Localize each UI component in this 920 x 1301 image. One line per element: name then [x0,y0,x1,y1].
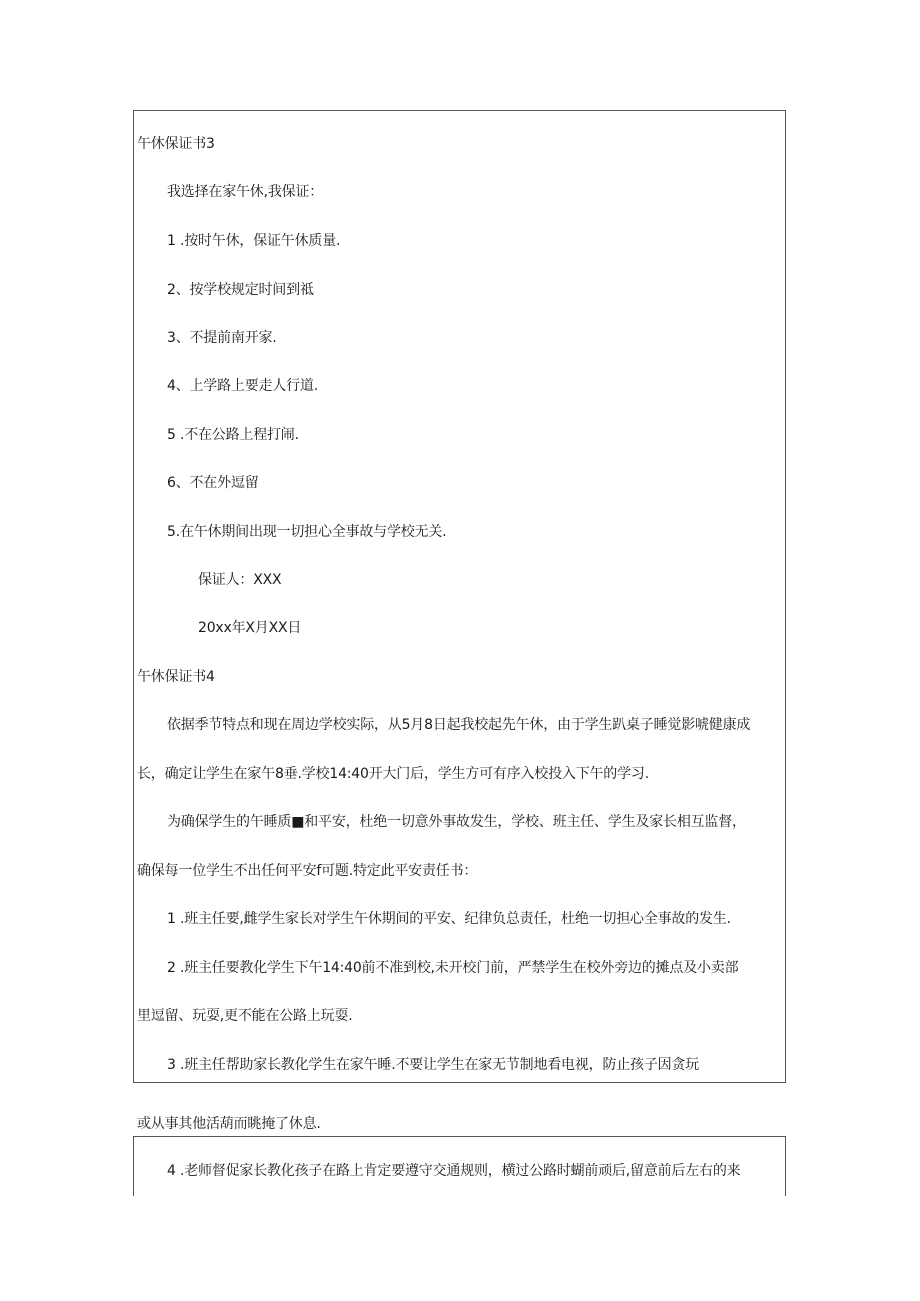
sec4-paragraph: 为确保学生的午睡质■和平安，杜绝一切意外事故发生，学校、班主任、学生及家长相互监督， [167,814,746,830]
sec3-item: 1 .按时午休，保证午休质量. [167,233,341,249]
sec3-item: 6、不在外逗留 [167,475,259,491]
sec4-item: 或从事其他活葫而眺掩了休息. [137,1116,321,1132]
sec3-item: 3、不提前南开家. [167,330,277,346]
sec3-item: 5 .不在公路上程打闹. [167,427,299,443]
sec4-paragraph: 确保每一位学生不出任何平安f可题.特定此平安责任书： [137,863,478,879]
sec3-date: 20xx年X月XX日 [198,620,302,636]
sec3-item: 2、按学校规定时间到祗 [167,282,314,298]
sec4-item: 3 .班主任帮助家长教化学生在家午睡.不要让学生在家无节制地看电视，防止孩子因贪玩 [167,1057,700,1073]
section-title-3: 午休保证书3 [137,136,215,152]
sec4-item: 4 .老师督促家长教化孩子在路上肯定要遵守交通规则，横过公路时蝴前顽后,留意前后左右的来 [167,1163,741,1179]
sec4-paragraph: 长，确定让学生在家午8垂.学校14:40开大门后，学生方可有序入校投入下午的学习. [137,766,649,782]
sec4-item: 里逗留、玩耍,更不能在公路上玩耍. [137,1008,353,1024]
sec4-paragraph: 依据季节特点和现在周边学校实际，从5月8日起我校起先午休，由于学生趴桌子睡觉影唬健康成 [167,717,751,733]
sec3-intro: 我选择在家午休,我保证： [167,184,324,200]
sec4-item: 2 .班主任要教化学生下午14:40前不准到校,未开校门前，严禁学生在校外旁边的摊点及小卖部 [167,960,739,976]
sec4-item: 1 .班主任要,雌学生家长对学生午休期间的平安、纪律负总责任，杜绝一切担心全事故的发生. [167,911,731,927]
section-title-4: 午休保证书4 [137,669,215,685]
sec3-signer: 保证人：XXX [198,572,282,588]
sec3-item: 4、上学路上要走人行道. [167,378,318,394]
sec3-item: 5.在午休期间出现一切担心全事故与学校无关. [167,524,447,540]
content-frame-1 [133,110,786,1083]
